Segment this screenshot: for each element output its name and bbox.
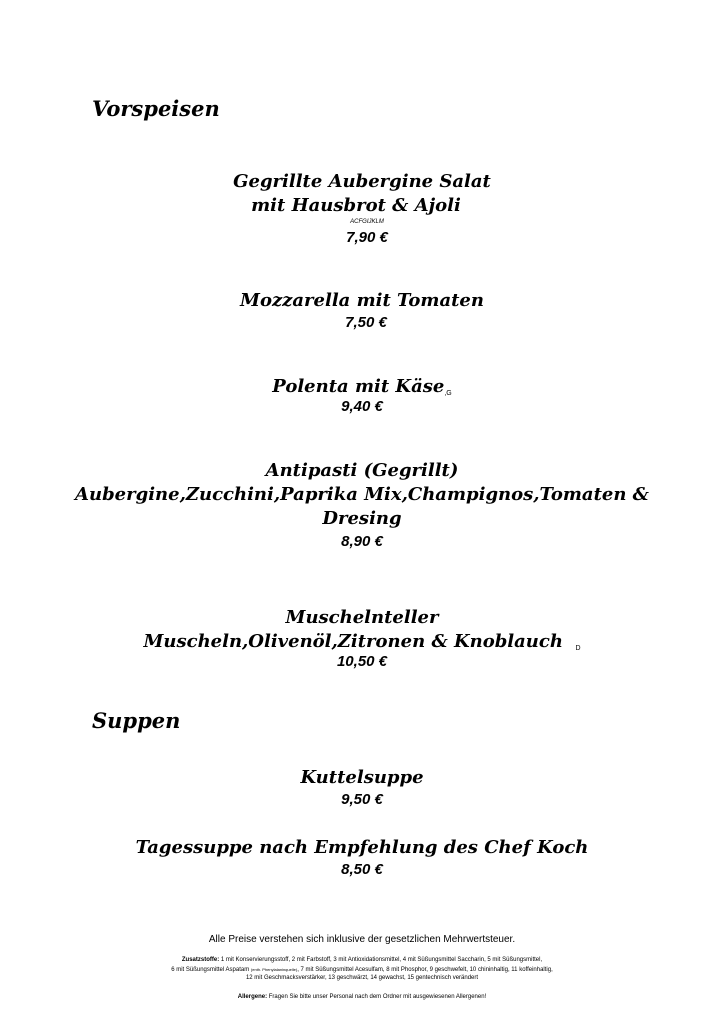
additives-text-2b: , 7 mit Süßungsmittel Acesulfam, 8 mit Phosphor, 9 geschwefelt, 10 chininhaltig, 11 koffeinhaltig, (297, 967, 553, 973)
additives-text-1: 1 mit Konservierungsstoff, 2 mit Farbstoff, 3 mit Antioxidationsmittel, 4 mit Süßungsmittel Saccharin, 5 mit Süßungsmittel, (220, 957, 543, 963)
vat-note: Alle Preise verstehen sich inklusive der gesetzlichen Mehrwertsteuer. (208, 934, 516, 945)
dish-allergens-polenta: ,G (444, 390, 452, 397)
dish-allergens-aubergine: ACFGIJKLM (350, 219, 384, 225)
dish-allergens-muscheln: D (575, 645, 581, 652)
dish-desc-aubergine: mit Hausbrot & Ajoli (251, 195, 461, 216)
additives-line-3: 12 mit Geschmacksverstärker, 13 geschwärzt, 14 gewachst, 15 gentechnisch verändert (245, 975, 479, 981)
section-title-vorspeisen: Vorspeisen (92, 96, 220, 121)
dish-name-muschelnteller: Muschelnteller (285, 607, 439, 628)
allergens-note (0, 993, 724, 1002)
dish-name-polenta-text: Polenta mit Käse (272, 376, 445, 397)
dish-price-polenta: 9,40 € (341, 398, 383, 415)
additives-text-2a: 6 mit Süßungsmittel Aspatam (171, 967, 250, 973)
dish-desc-muscheln-text: Muscheln,Olivenöl,Zitronen & Knoblauch (143, 631, 563, 652)
additives-label: Zusatzstoffe: (181, 957, 220, 963)
section-title-suppen: Suppen (92, 708, 181, 733)
dish-price-muscheln: 10,50 € (336, 653, 388, 670)
additives-text-2-note: (enth. Phenylalaninquelle) (250, 967, 298, 972)
dish-price-mozzarella: 7,50 € (345, 314, 387, 331)
dish-name-tagessuppe: Tagessuppe nach Empfehlung des Chef Koch (135, 837, 589, 858)
dish-name-aubergine: Gegrillte Aubergine Salat (233, 171, 491, 192)
dish-name-mozzarella: Mozzarella mit Tomaten (240, 290, 484, 311)
dish-name-antipasti: Antipasti (Gegrillt) (265, 460, 459, 481)
allergens-label: Allergene: (237, 994, 268, 1000)
dish-desc-antipasti-2: Dresing (322, 508, 402, 529)
dish-desc-antipasti-1: Aubergine,Zucchini,Paprika Mix,Champignos,Tomaten & (75, 484, 649, 505)
dish-price-kuttelsuppe: 9,50 € (341, 791, 383, 808)
dish-price-antipasti: 8,90 € (341, 533, 383, 550)
dish-price-aubergine: 7,90 € (346, 229, 388, 246)
dish-name-kuttelsuppe: Kuttelsuppe (300, 767, 424, 788)
additives-line-1 (0, 956, 724, 965)
dish-price-tagessuppe: 8,50 € (341, 861, 383, 878)
allergens-text: Fragen Sie bitte unser Personal nach dem Ordner mit ausgewiesenen Allergenen! (268, 994, 487, 1000)
